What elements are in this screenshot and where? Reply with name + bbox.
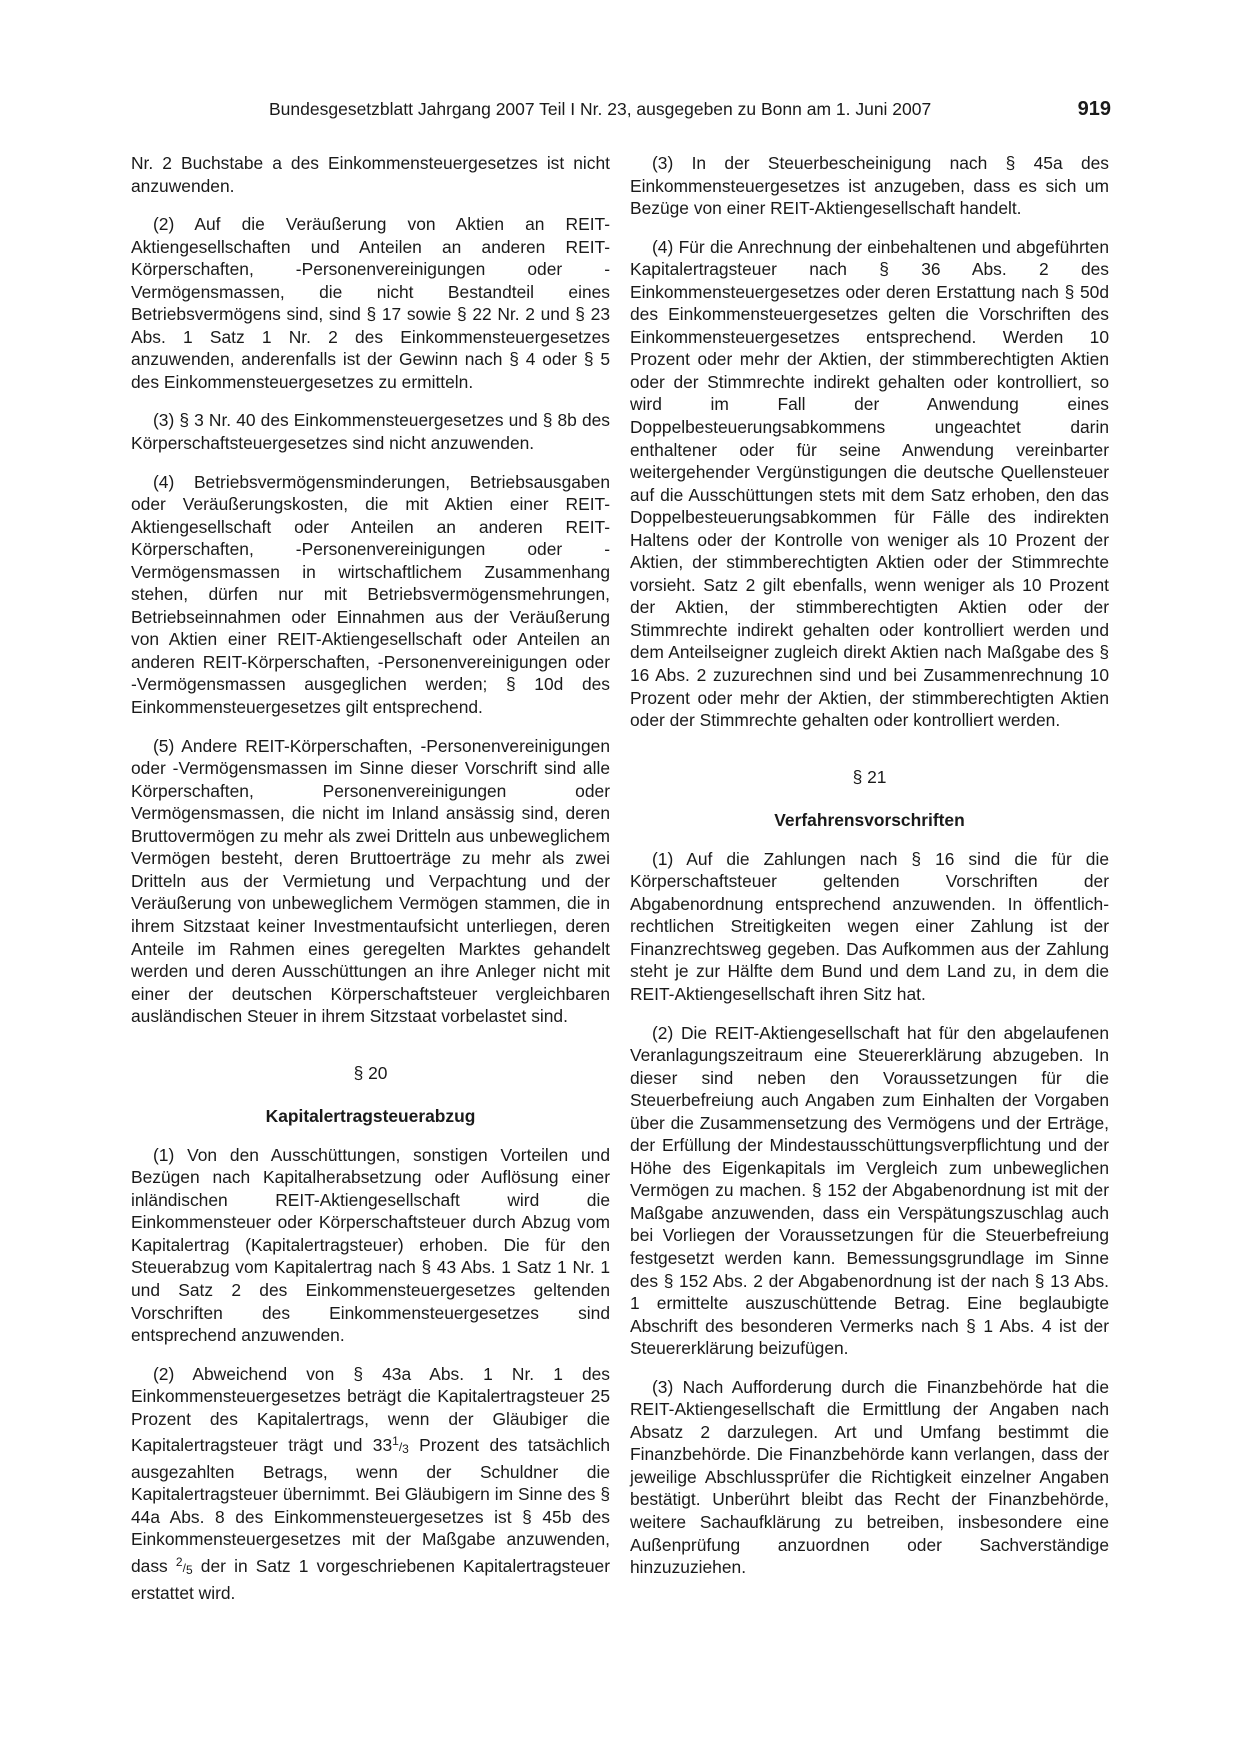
paragraph: (3) Nach Aufforderung durch die Finanzbehörde hat die REIT-Aktiengesellschaft die Ermittlung der Angaben nach Absatz 2 darzulegen. Art und Umfang bestimmt die Finanzbehörde. Die Finanzbehörde kann verlangen, dass der jeweilige Abschlussprüfer die Richtigkeit einzelner Angaben bestätigt. Unberührt bleibt das Recht der Finanzbehörde, weitere Sachaufklärung zu betreiben, insbesondere eine Außenprüfung anzuordnen oder Sachverständige hinzuzuziehen.: [630, 1376, 1109, 1578]
fraction-denominator: 3: [402, 1442, 409, 1457]
paragraph: (3) § 3 Nr. 40 des Einkommensteuergesetzes und § 8b des Körperschaftsteuergesetzes sind nicht anzuwenden.: [131, 410, 610, 454]
paragraph: (5) Andere REIT-Körperschaften, -Personenvereinigungen oder -Vermögensmassen im Sinne dieser Vorschrift sind alle Körperschaften, Personenvereinigungen oder Vermögensmassen, die nicht im Inland ansässig sind, deren Bruttovermögen zu mehr als zwei Dritteln aus unbeweglichem Vermögen besteht, deren Bruttoerträge zu mehr als zwei Dritteln aus der Vermietung und Verpachtung und der Veräußerung von unbeweglichem Vermögen stammen, die in ihrem Sitzstaat keiner Investmentaufsicht unterliegen, deren Anteile im Rahmen eines geregelten Marktes gehandelt werden und deren Ausschüttungen an ihre Anleger nicht mit einer der deutschen Körperschaftsteuer vergleichbaren ausländischen Steuer in ihrem Sitzstaat vorbelastet sind.: [131, 735, 610, 1027]
paragraph: (1) Auf die Zahlungen nach § 16 sind die für die Körperschaftsteuer geltenden Vorschriften der Abgabenordnung entsprechend anzuwenden. In öffentlich-rechtlichen Streitigkeiten wegen einer Zahlung ist der Finanzrechtsweg gegeben. Das Aufkommen aus der Zahlung steht je zur Hälfte dem Bund und dem Land zu, in dem die REIT-Aktiengesellschaft ihren Sitz hat.: [630, 848, 1109, 1004]
left-column: [131, 152, 610, 1620]
fraction-denominator: 5: [185, 1562, 193, 1577]
text-run: (2) Abweichend von § 43a Abs. 1 Nr. 1 des Einkommensteuergesetzes beträgt die Kapitalertragsteuer 25 Prozent des Kapitalertrags, wenn der Gläubiger die Kapitalertragsteuer trägt und 33: [131, 1363, 610, 1456]
section-title: Kapitalertragsteuerabzug: [265, 1106, 476, 1127]
right-column: [630, 152, 1109, 1595]
paragraph: (1) Von den Ausschüttungen, sonstigen Vorteilen und Bezügen nach Kapitalherabsetzung oder Auflösung einer inländischen REIT-Aktiengesellschaft wird die Einkommensteuer oder Körperschaftsteuer durch Abzug vom Kapitalertrag (Kapitalertragsteuer) erhoben. Die für den Steuerabzug vom Kapitalertrag nach § 43 Abs. 1 Satz 1 Nr. 1 und Satz 2 des Einkommensteuergesetzes geltenden Vorschriften des Einkommensteuergesetzes sind entsprechend anzuwenden.: [131, 1144, 610, 1346]
paragraph: (4) Betriebsvermögensminderungen, Betriebsausgaben oder Veräußerungskosten, die mit Aktien einer REIT-Aktiengesellschaft oder Anteilen an anderen REIT-Körperschaften, -Personenvereinigungen oder -Vermögensmassen in wirtschaftlichem Zusammenhang stehen, dürfen nur mit Betriebsvermögensmehrungen, Betriebseinnahmen oder Einnahmen aus der Veräußerung von Aktien einer REIT-Aktiengesellschaft oder Anteilen an anderen REIT-Körperschaften, -Personenvereinigungen oder -Vermögensmassen ausgeglichen werden; § 10d des Einkommensteuergesetzes gilt entsprechend.: [131, 471, 610, 718]
section-number: § 21: [852, 766, 887, 787]
paragraph: (4) Für die Anrechnung der einbehaltenen und abgeführten Kapitalertragsteuer nach § 36 Abs. 2 des Einkommensteuergesetzes oder deren Erstattung nach § 50d des Einkommensteuergesetzes gelten die Vorschriften des Einkommensteuergesetzes entsprechend. Werden 10 Prozent oder mehr der Aktien, der stimmberechtigten Aktien oder der Stimmrechte indirekt gehalten oder kontrolliert, so wird im Fall der Anwendung eines Doppelbesteuerungsabkommens ungeachtet darin enthaltener oder für seine Anwendung vereinbarter weitergehender Vergünstigungen die deutsche Quellensteuer auf die Ausschüttungen stets mit dem Satz erhoben, den das Doppelbesteuerungsabkommen für Fälle des indirekten Haltens oder der Kontrolle von weniger als 10 Prozent der Aktien, der stimmberechtigten Aktien oder der Stimmrechte vorsieht. Satz 2 gilt ebenfalls, wenn weniger als 10 Prozent der Aktien, der stimmberechtigten Aktien oder der Stimmrechte indirekt gehalten oder kontrolliert werden und dem Anteilseigner zugleich direkt Aktien nach Maßgabe des § 16 Abs. 2 zuzurechnen sind und bei Zusammenrechnung 10 Prozent oder mehr der Aktien, der stimmberechtigten Aktien oder der Stimmrechte gehalten oder kontrolliert werden.: [630, 236, 1109, 731]
paragraph: (2) Auf die Veräußerung von Aktien an REIT-Aktiengesellschaften und Anteilen an anderen REIT-Körperschaften, -Personenvereinigungen oder -Vermögensmassen, die nicht Bestandteil eines Betriebsvermögens sind, sind § 17 sowie § 22 Nr. 2 und § 23 Abs. 1 Satz 1 Nr. 2 des Einkommensteuergesetzes anzuwenden, anderenfalls ist der Gewinn nach § 4 oder § 5 des Einkommensteuergesetzes zu ermitteln.: [131, 214, 610, 392]
fraction: 2/5: [175, 1554, 193, 1577]
paragraph: [131, 1363, 610, 1604]
paragraph: (2) Die REIT-Aktiengesellschaft hat für den abgelaufenen Veranlagungszeitraum eine Steuererklärung abzugeben. In dieser sind neben den Voraussetzungen für die Steuerbefreiung auch Angaben zum Einhalten der Vorgaben über die Zusammensetzung des Vermögens und der Erträge, der Erfüllung der Mindestausschüttungsverpflichtung und der Höhe des Eigenkapitals im Vergleich zum unbeweglichen Vermögen zu machen. § 152 der Abgabenordnung ist mit der Maßgabe anzuwenden, dass ein Verspätungszuschlag auch bei Vorliegen der Voraussetzungen für die Steuerbefreiung festgesetzt werden kann. Bemessungsgrundlage im Sinne des § 152 Abs. 2 der Abgabenordnung ist der nach § 13 Abs. 1 ermittelte auszuschüttende Betrag. Eine beglaubigte Abschrift des besonderen Vermerks nach § 1 Abs. 4 ist der Steuererklärung beizufügen.: [630, 1022, 1109, 1359]
page-header: [129, 99, 1111, 127]
section-number: § 20: [353, 1062, 388, 1083]
paragraph: (3) In der Steuerbescheinigung nach § 45a des Einkommensteuergesetzes ist anzugeben, dass es sich um Bezüge von einer REIT-Aktiengesellschaft handelt.: [630, 153, 1109, 219]
fraction: 1/3: [392, 1434, 409, 1457]
paragraph: Nr. 2 Buchstabe a des Einkommensteuergesetzes ist nicht anzuwenden.: [131, 153, 610, 196]
running-header: Bundesgesetzblatt Jahrgang 2007 Teil I Nr. 23, ausgegeben zu Bonn am 1. Juni 2007: [269, 99, 932, 119]
fraction-numerator: 2: [175, 1554, 183, 1569]
fraction-numerator: 1: [392, 1434, 399, 1449]
text-run: der in Satz 1 vorgeschriebenen Kapitalertragsteuer erstattet wird.: [131, 1555, 610, 1603]
text-run: Prozent des tatsächlich ausgezahlten Betrags, wenn der Schuldner die Kapitalertragsteuer übernimmt. Bei Gläubigern im Sinne des § 44a Abs. 8 des Einkommensteuergesetzes ist § 45b des Einkommensteuergesetzes mit der Maßgabe anzuwenden, dass: [131, 1435, 610, 1576]
page-number: 919: [1077, 98, 1111, 120]
section-title: Verfahrensvorschriften: [774, 810, 965, 831]
